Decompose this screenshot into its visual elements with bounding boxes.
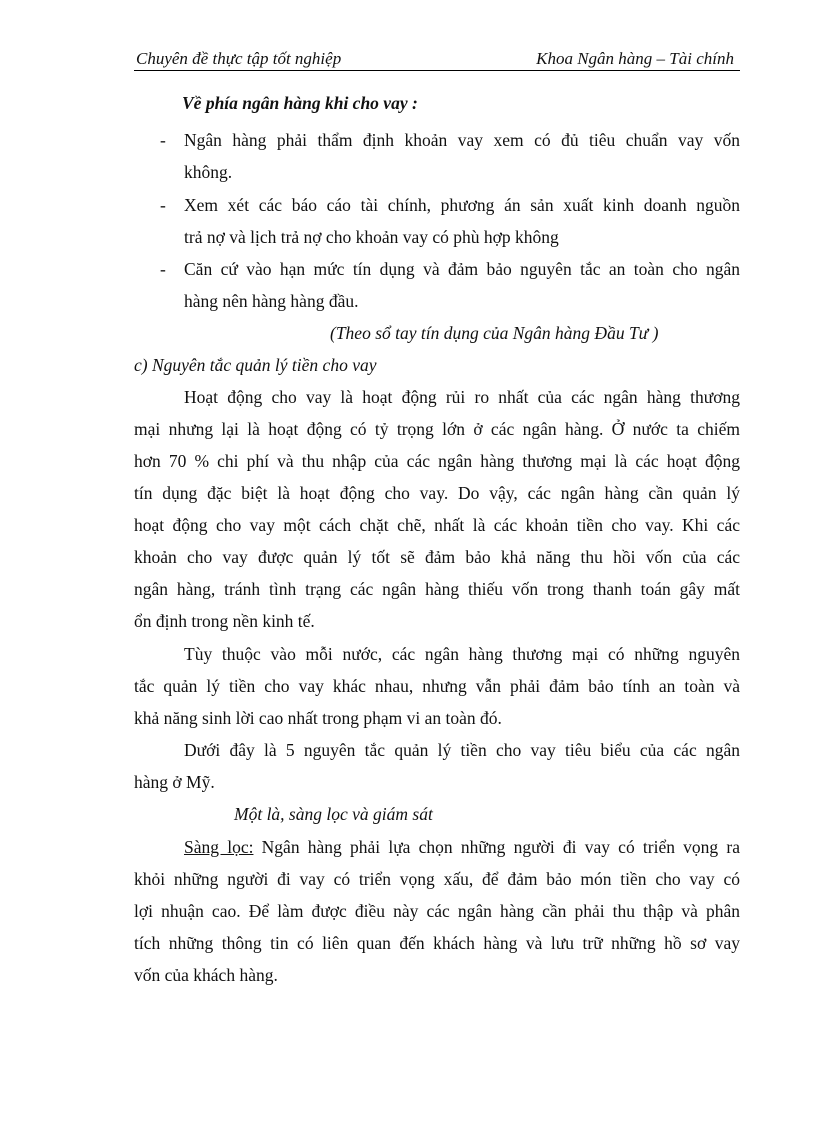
bullet-marker: - (160, 195, 166, 215)
bullet-text-line: hàng nên hàng hàng đầu. (184, 291, 359, 311)
paragraph-line: khỏi những người đi vay có triển vọng xấu, để đảm bảo món tiền cho vay có (134, 869, 740, 889)
bullet-marker: - (160, 259, 166, 279)
paragraph-line: tắc quản lý tiền cho vay khác nhau, nhưng vẫn phải đảm bảo tính an toàn và (134, 676, 740, 696)
section-heading: Về phía ngân hàng khi cho vay : (182, 93, 418, 113)
paragraph-line: hoạt động cho vay một cách chặt chẽ, nhất là các khoản tiền cho vay. Khi các (134, 515, 740, 535)
paragraph-line: khả năng sinh lời cao nhất trong phạm vi an toàn đó. (134, 708, 502, 728)
bullet-marker: - (160, 130, 166, 150)
header-document-title: Chuyên đề thực tập tốt nghiệp (136, 49, 342, 68)
paragraph-line: tín dụng đặc biệt là hoạt động cho vay. Do vậy, các ngân hàng cần quản lý (134, 483, 740, 503)
paragraph-line: mại nhưng lại là hoạt động có tỷ trọng lớn ở các ngân hàng. Ở nước ta chiếm (134, 419, 740, 439)
paragraph-line: Hoạt động cho vay là hoạt động rủi ro nhất của các ngân hàng thương (184, 387, 740, 407)
bullet-text-line: Ngân hàng phải thẩm định khoản vay xem có đủ tiêu chuẩn vay vốn (184, 130, 740, 150)
bullet-text-line: Xem xét các báo cáo tài chính, phương án sản xuất kinh doanh nguồn (184, 195, 740, 215)
bullet-text-line: Căn cứ vào hạn mức tín dụng và đảm bảo nguyên tắc an toàn cho ngân (184, 259, 740, 279)
paragraph-line: Dưới đây là 5 nguyên tắc quản lý tiền cho vay tiêu biểu của các ngân (184, 740, 740, 760)
lead-term: Sàng lọc: (184, 837, 254, 857)
paragraph-first-line (184, 837, 740, 858)
paragraph-line: lợi nhuận cao. Để làm được điều này các ngân hàng cần phải thu thập và phân (134, 901, 740, 921)
paragraph-line: vốn của khách hàng. (134, 965, 278, 985)
bullet-text-line: không. (184, 162, 233, 182)
source-note: (Theo sổ tay tín dụng của Ngân hàng Đầu Tư ) (330, 323, 659, 343)
paragraph-line: tích những thông tin có liên quan đến khách hàng và lưu trữ những hồ sơ vay (134, 933, 740, 953)
header-department: Khoa Ngân hàng – Tài chính (536, 49, 734, 68)
paragraph-line: hàng ở Mỹ. (134, 772, 215, 792)
paragraph-line: ổn định trong nền kinh tế. (134, 611, 315, 631)
paragraph-line: hơn 70 % chi phí và thu nhập của các ngân hàng thương mại là các hoạt động (134, 451, 740, 471)
principle-title: Một là, sàng lọc và giám sát (234, 804, 433, 824)
page-header (134, 48, 740, 71)
subsection-title: c) Nguyên tắc quản lý tiền cho vay (134, 355, 377, 375)
bullet-text-line: trả nợ và lịch trả nợ cho khoản vay có phù hợp không (184, 227, 559, 247)
paragraph-line: Tùy thuộc vào mỗi nước, các ngân hàng thương mại có những nguyên (184, 644, 740, 664)
paragraph-line: ngân hàng, tránh tình trạng các ngân hàng thiếu vốn trong thanh toán gây mất (134, 579, 740, 599)
paragraph-line: khoản cho vay được quản lý tốt sẽ đảm bảo khả năng thu hồi vốn của các (134, 547, 740, 567)
lead-line-rest: Ngân hàng phải lựa chọn những người đi vay có triển vọng ra (253, 837, 740, 857)
